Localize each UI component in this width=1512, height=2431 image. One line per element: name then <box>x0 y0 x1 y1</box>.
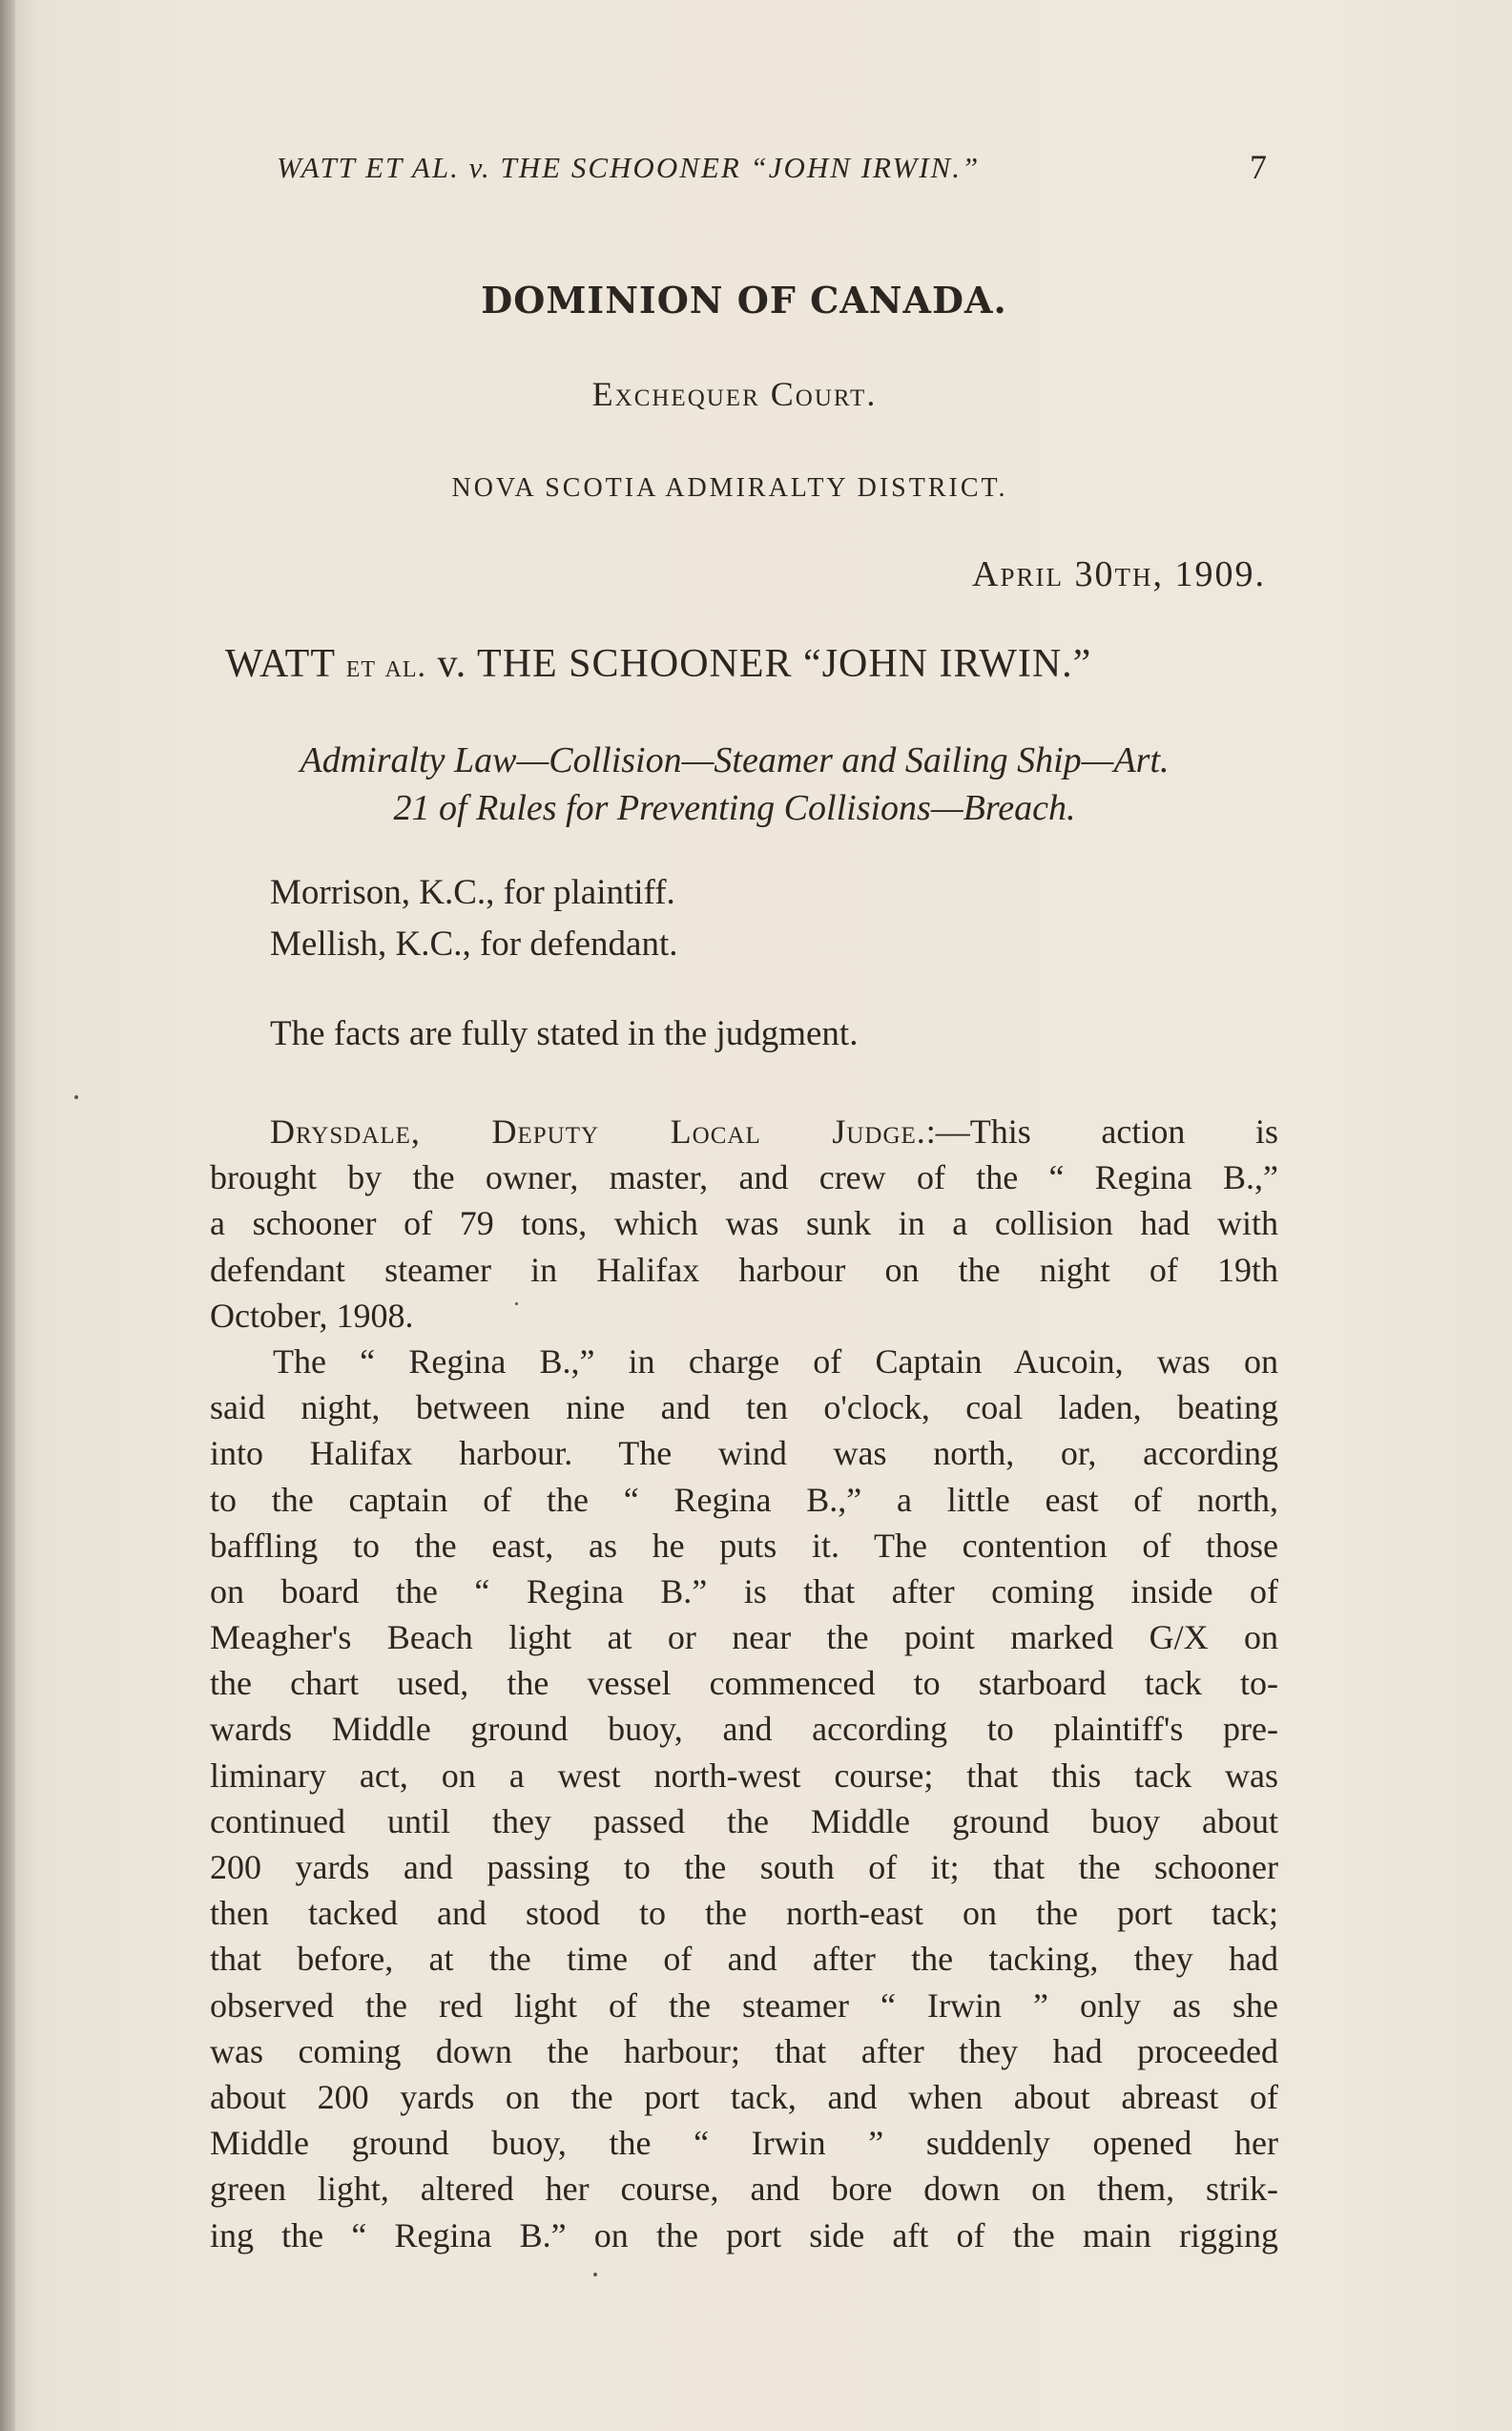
case-title-defendant: v. THE SCHOONER “JOHN IRWIN.” <box>437 642 1092 686</box>
judgment-line: continued until they passed the Middle ground buoy about <box>210 1801 1278 1840</box>
judgment-line: Meagher's Beach light at or near the point marked G/X on <box>210 1618 1278 1657</box>
paper-speck <box>515 1302 518 1305</box>
running-head-title: WATT ET AL. v. THE SCHOONER “JOHN IRWIN.” <box>277 151 981 184</box>
judgment-body <box>210 1109 1278 2258</box>
judgment-first-line <box>210 1109 1278 1154</box>
judgment-line: the chart used, the vessel commenced to starboard tack to- <box>210 1664 1278 1703</box>
district-name: NOVA SCOTIA ADMIRALTY DISTRICT. <box>451 473 1008 503</box>
counsel-plaintiff: Morrison, K.C., for plaintiff. <box>270 873 675 912</box>
judgment-line: about 200 yards on the port tack, and when about abreast of <box>210 2077 1278 2116</box>
court-name: Exchequer Court. <box>591 375 878 413</box>
headnote-line: Admiralty Law—Collision—Steamer and Sailing Ship—Art. <box>300 740 1170 780</box>
headnote <box>191 737 1278 832</box>
counsel-defendant: Mellish, K.C., for defendant. <box>270 925 678 964</box>
judgment-line: October, 1908. <box>210 1296 414 1335</box>
case-title <box>225 641 1091 687</box>
judgment-line: Middle ground buoy, the “ Irwin ” suddenly opened her <box>210 2124 1278 2163</box>
page-binding-edge <box>0 0 15 2431</box>
paper-speck <box>593 2273 597 2276</box>
paper-speck <box>74 1095 78 1099</box>
judgment-line: brought by the owner, master, and crew of the “ Regina B.,” <box>210 1158 1278 1197</box>
headnote-line: 21 of Rules for Preventing Collisions—Breach. <box>393 788 1076 828</box>
judgment-line-text: :—This action is <box>925 1112 1278 1151</box>
judgment-line: The “ Regina B.,” in charge of Captain Aucoin, was on <box>273 1341 1278 1381</box>
page-title: DOMINION OF CANADA. <box>481 279 1007 322</box>
judgment-line: a schooner of 79 tons, which was sunk in a collision had with <box>210 1204 1278 1243</box>
judgment-line: that before, at the time of and after the tacking, they had <box>210 1940 1278 1979</box>
running-head <box>277 148 1269 186</box>
judgment-line: into Halifax harbour. The wind was north, or, according <box>210 1434 1278 1473</box>
judgment-line: ing the “ Regina B.” on the port side aft of the main rigging <box>210 2215 1278 2254</box>
judgment-line: was coming down the harbour; that after they had proceeded <box>210 2031 1278 2070</box>
judgment-line: to the captain of the “ Regina B.,” a little east of north, <box>210 1480 1278 1519</box>
judgment-line: green light, altered her course, and bore down on them, strik- <box>210 2170 1278 2209</box>
judgment-line: defendant steamer in Halifax harbour on the night of 19th <box>210 1250 1278 1289</box>
judgment-line: then tacked and stood to the north-east on the port tack; <box>210 1894 1278 1933</box>
judgment-line: said night, between nine and ten o'clock, coal laden, beating <box>210 1388 1278 1427</box>
judgment-line: observed the red light of the steamer “ Irwin ” only as she <box>210 1985 1278 2025</box>
judgment-line: 200 yards and passing to the south of it; that the schooner <box>210 1848 1278 1886</box>
judge-name: Drysdale, Deputy Local Judge. <box>270 1112 926 1151</box>
case-title-party: WATT <box>225 642 336 686</box>
judgment-line: liminary act, on a west north-west course; that this tack was <box>210 1756 1278 1795</box>
judgment-line: baffling to the east, as he puts it. The contention of those <box>210 1526 1278 1565</box>
judgment-date: April 30th, 1909. <box>972 554 1266 594</box>
facts-note: The facts are fully stated in the judgment. <box>270 1014 859 1053</box>
page-number: 7 <box>1250 148 1269 186</box>
judgment-line: on board the “ Regina B.” is that after coming inside of <box>210 1571 1278 1610</box>
judgment-line: wards Middle ground buoy, and according to plaintiff's pre- <box>210 1710 1278 1749</box>
case-title-et-al: et al. <box>345 649 427 684</box>
